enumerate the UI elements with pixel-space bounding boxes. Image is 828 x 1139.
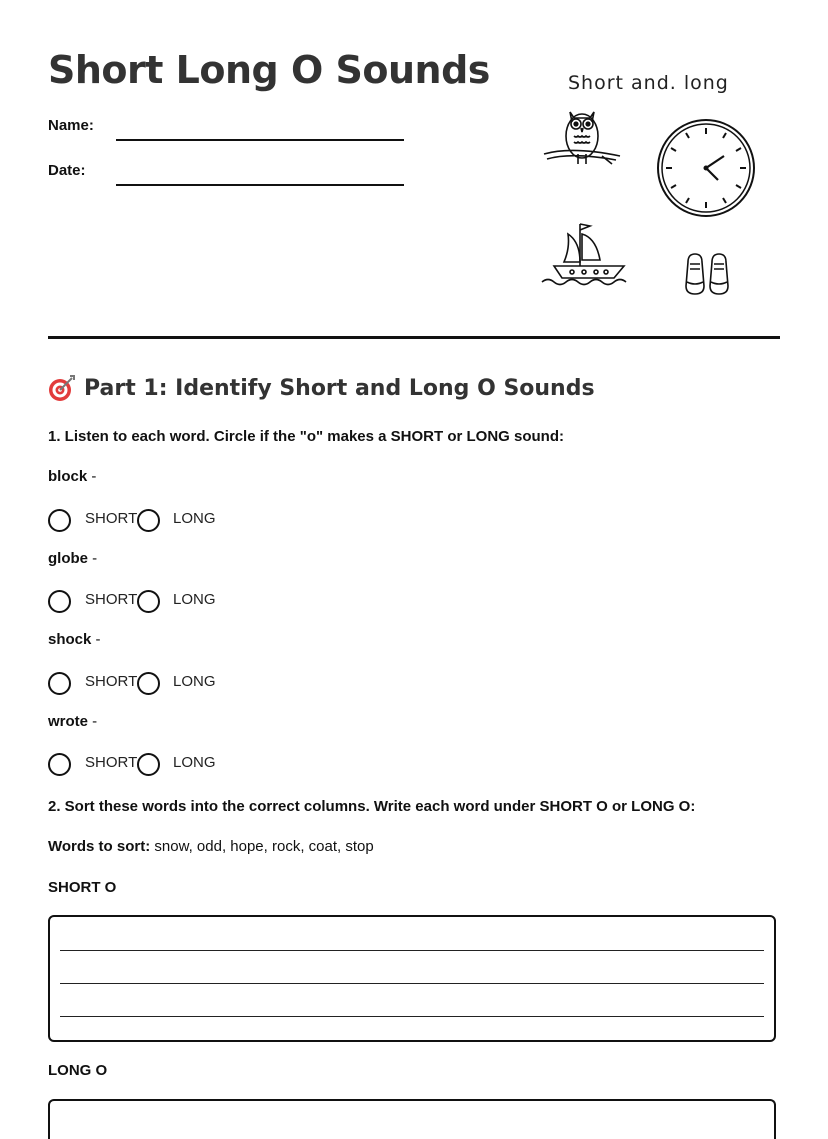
part1-heading xyxy=(48,374,595,402)
word-dash: - xyxy=(88,550,98,567)
short-o-answer-box[interactable] xyxy=(48,915,776,1042)
word-dash: - xyxy=(87,468,97,485)
answer-line xyxy=(60,983,764,984)
word-label: globe xyxy=(48,550,88,567)
choice-row xyxy=(48,509,348,533)
words-to-sort xyxy=(48,838,374,855)
word-item xyxy=(48,713,97,730)
words-to-sort-list: snow, odd, hope, rock, coat, stop xyxy=(150,838,374,855)
word-label: wrote xyxy=(48,713,89,730)
name-input-line[interactable] xyxy=(116,139,404,141)
long-o-label: LONG O xyxy=(48,1062,108,1079)
short-option-label: SHORT xyxy=(85,510,138,527)
choice-row xyxy=(48,672,348,696)
question-1-prompt: 1. Listen to each word. Circle if the "o" makes a SHORT or LONG sound: xyxy=(48,428,564,445)
short-option-circle[interactable] xyxy=(48,590,71,613)
long-option-circle[interactable] xyxy=(137,509,160,532)
long-option-circle[interactable] xyxy=(137,590,160,613)
choice-row xyxy=(48,590,348,614)
long-option-label: LONG xyxy=(173,673,216,690)
page-title: Short Long O Sounds xyxy=(48,48,490,92)
short-option-circle[interactable] xyxy=(48,753,71,776)
word-dash: - xyxy=(88,713,98,730)
boat-icon xyxy=(540,220,636,292)
name-label: Name: xyxy=(48,117,94,134)
word-label: block xyxy=(48,468,88,485)
date-label: Date: xyxy=(48,162,86,179)
short-option-circle[interactable] xyxy=(48,509,71,532)
word-item xyxy=(48,631,101,648)
date-field xyxy=(48,162,408,192)
long-option-label: LONG xyxy=(173,754,216,771)
short-option-label: SHORT xyxy=(85,591,138,608)
name-field xyxy=(48,117,408,147)
choice-row xyxy=(48,753,348,777)
long-option-label: LONG xyxy=(173,591,216,608)
short-option-label: SHORT xyxy=(85,673,138,690)
long-option-label: LONG xyxy=(173,510,216,527)
short-option-circle[interactable] xyxy=(48,672,71,695)
header-divider xyxy=(48,336,780,339)
part1-title: Part 1: Identify Short and Long O Sounds xyxy=(84,375,595,401)
answer-line xyxy=(60,950,764,951)
word-item xyxy=(48,550,97,567)
illustration-caption: Short and. long xyxy=(568,72,729,94)
short-option-label: SHORT xyxy=(85,754,138,771)
shoes-icon xyxy=(682,252,734,296)
clock-icon xyxy=(656,118,756,218)
words-to-sort-label: Words to sort: xyxy=(48,838,151,855)
worksheet-page xyxy=(48,0,780,1118)
word-dash: - xyxy=(91,631,101,648)
long-option-circle[interactable] xyxy=(137,672,160,695)
target-icon xyxy=(48,374,76,402)
owl-icon xyxy=(542,104,622,174)
word-item xyxy=(48,468,96,485)
question-2-prompt: 2. Sort these words into the correct columns. Write each word under SHORT O or LONG O: xyxy=(48,798,696,815)
date-input-line[interactable] xyxy=(116,184,404,186)
long-o-answer-box[interactable] xyxy=(48,1099,776,1139)
long-option-circle[interactable] xyxy=(137,753,160,776)
answer-line xyxy=(60,1016,764,1017)
illustration xyxy=(540,64,760,304)
short-o-label: SHORT O xyxy=(48,879,117,896)
word-label: shock xyxy=(48,631,92,648)
